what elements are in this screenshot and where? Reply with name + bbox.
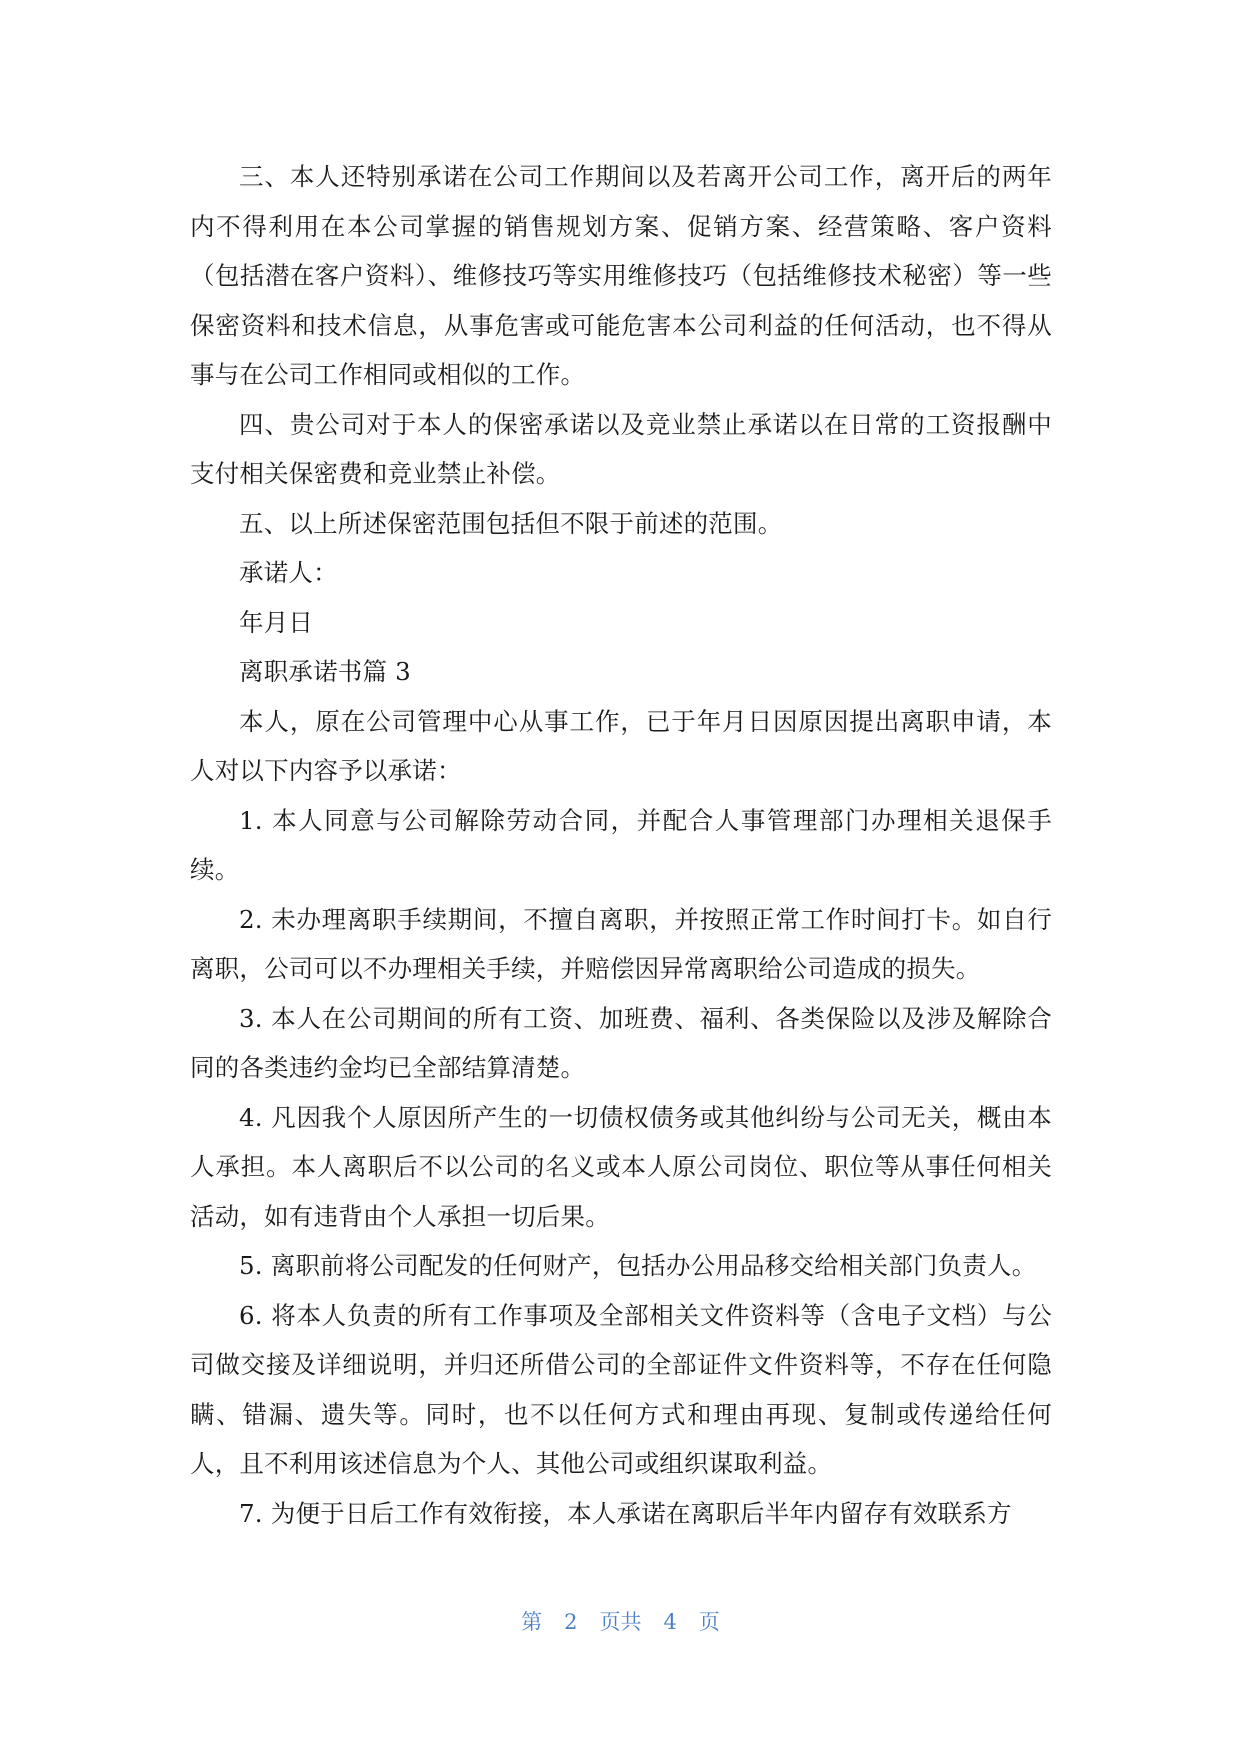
paragraph-item-4: 4. 凡因我个人原因所产生的一切债权债务或其他纠纷与公司无关，概由本人承担。本人离职后不以公司的名义或本人原公司岗位、职位等从事任何相关活动，如有违背由个人承担一切后果。 — [190, 1102, 1052, 1231]
page-middle: 页共 — [599, 1610, 642, 1634]
document-body — [190, 152, 1052, 1538]
paragraph-clause-3: 三、本人还特别承诺在公司工作期间以及若离开公司工作，离开后的两年内不得利用在本公司掌握的销售规划方案、促销方案、经营策略、客户资料（包括潜在客户资料）、维修技巧等实用维修技巧（包括维修技术秘密）等一些保密资料和技术信息，从事危害或可能危害本公司利益的任何活动，也不得从事与在公司工作相同或相似的工作。 — [190, 162, 1052, 389]
paragraph-date: 年月日 — [239, 607, 314, 637]
current-page-number: 2 — [564, 1610, 578, 1634]
paragraph-item-3: 3. 本人在公司期间的所有工资、加班费、福利、各类保险以及涉及解除合同的各类违约金均已全部结算清楚。 — [190, 1003, 1052, 1082]
paragraph-clause-4: 四、贵公司对于本人的保密承诺以及竞业禁止承诺以在日常的工资报酬中支付相关保密费和竞业禁止补偿。 — [190, 409, 1052, 488]
paragraph-item-7: 7. 为便于日后工作有效衔接，本人承诺在离职后半年内留存有效联系方 — [239, 1498, 1012, 1528]
paragraph-item-2: 2. 未办理离职手续期间，不擅自离职，并按照正常工作时间打卡。如自行离职，公司可以不办理相关手续，并赔偿因异常离职给公司造成的损失。 — [190, 904, 1052, 983]
total-pages-number: 4 — [663, 1610, 677, 1634]
paragraph-clause-5: 五、以上所述保密范围包括但不限于前述的范围。 — [239, 508, 783, 538]
paragraph-item-6: 6. 将本人负责的所有工作事项及全部相关文件资料等（含电子文档）与公司做交接及详细说明，并归还所借公司的全部证件文件资料等，不存在任何隐瞒、错漏、遗失等。同时，也不以任何方式和理由再现、复制或传递给任何人，且不利用该述信息为个人、其他公司或组织谋取利益。 — [190, 1300, 1052, 1478]
page-suffix: 页 — [698, 1610, 720, 1634]
paragraph-item-5: 5. 离职前将公司配发的任何财产，包括办公用品移交给相关部门负责人。 — [239, 1251, 1037, 1280]
paragraph-promisor: 承诺人： — [239, 558, 338, 587]
paragraph-item-1: 1. 本人同意与公司解除劳动合同，并配合人事管理部门办理相关退保手续。 — [190, 805, 1052, 884]
page-prefix: 第 — [521, 1610, 543, 1634]
section-heading: 离职承诺书篇 3 — [239, 657, 411, 686]
paragraph-intro: 本人，原在公司管理中心从事工作，已于年月日因原因提出离职申请，本人对以下内容予以承诺： — [190, 706, 1052, 785]
page-footer — [0, 1606, 1241, 1636]
